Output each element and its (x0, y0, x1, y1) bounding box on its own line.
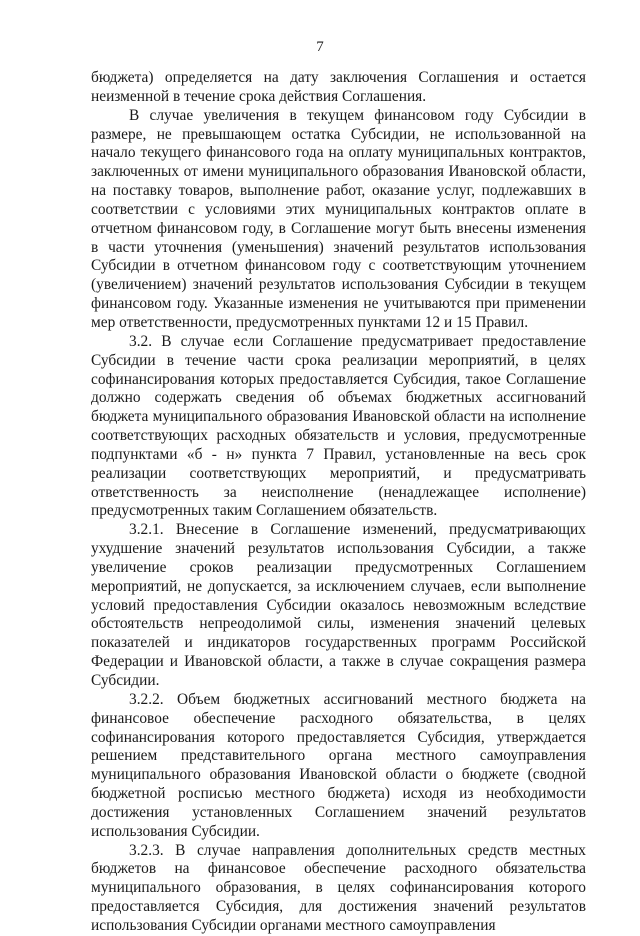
document-body (91, 69, 586, 936)
paragraph-3-2: 3.2. В случае если Соглашение предусматривает предоставление Субсидии в течение части срока реализации мероприятий, в целях софинансирования которых предоставляется Субсидия, такое Соглашение должно содержать сведения об объемах бюджетных ассигнований бюджета муниципального образования Ивановской области на исполнение соответствующих расходных обязательств и условия, предусмотренные подпунктами «б - н» пункта 7 Правил, установленные на весь срок реализации соответствующих мероприятий, и предусматривать ответственность за неисполнение (ненадлежащее исполнение) предусмотренных таким Соглашением обязательств. (91, 332, 586, 520)
paragraph-budget-date: бюджета) определяется на дату заключения Соглашения и остается неизменной в течение срока действия Соглашения. (91, 69, 586, 105)
paragraph-3-2-2: 3.2.2. Объем бюджетных ассигнований местного бюджета на финансовое обеспечение расходного обязательства, в целях софинансирования которого предоставляется Субсидия, утверждается решением представительного органа местного самоуправления муниципального образования Ивановской области о бюджете (сводной бюджетной росписью местного бюджета) исходя из необходимости достижения установленных Соглашением значений результатов использования Субсидии. (91, 690, 586, 840)
paragraph-3-2-1: 3.2.1. Внесение в Соглашение изменений, предусматривающих ухудшение значений результатов использования Субсидии, а также увеличение сроков реализации предусмотренных Соглашением мероприятий, не допускается, за исключением случаев, если выполнение условий предоставления Субсидии оказалось невозможным вследствие обстоятельств непреодолимой силы, изменения значений целевых показателей и индикаторов государственных программ Российской Федерации и Ивановской области, а также в случае сокращения размера Субсидии. (91, 521, 586, 689)
paragraph-3-2-3: 3.2.3. В случае направления дополнительных средств местных бюджетов на финансовое обеспечение расходного обязательства муниципального образования, в целях софинансирования которого предоставляется Субсидия, для достижения значений результатов использования Субсидии органами местного самоуправления (91, 841, 586, 934)
paragraph-subsidy-increase: В случае увеличения в текущем финансовом году Субсидии в размере, не превышающем остатка Субсидии, не использованной на начало текущего финансового года на оплату муниципальных контрактов, заключенных от имени муниципального образования Ивановской области, на поставку товаров, выполнение работ, оказание услуг, подлежавших в соответствии с условиями этих муниципальных контрактов оплате в отчетном финансовом году, в Соглашение могут быть внесены изменения в части уточнения (уменьшения) значений результатов использования Субсидии в отчетном финансовом году с соответствующим уточнением (увеличением) значений результатов использования Субсидии в текущем финансовом году. Указанные изменения не учитываются при применении мер ответственности, предусмотренных пунктами 12 и 15 Правил. (91, 106, 586, 331)
page-number: 7 (316, 39, 324, 55)
